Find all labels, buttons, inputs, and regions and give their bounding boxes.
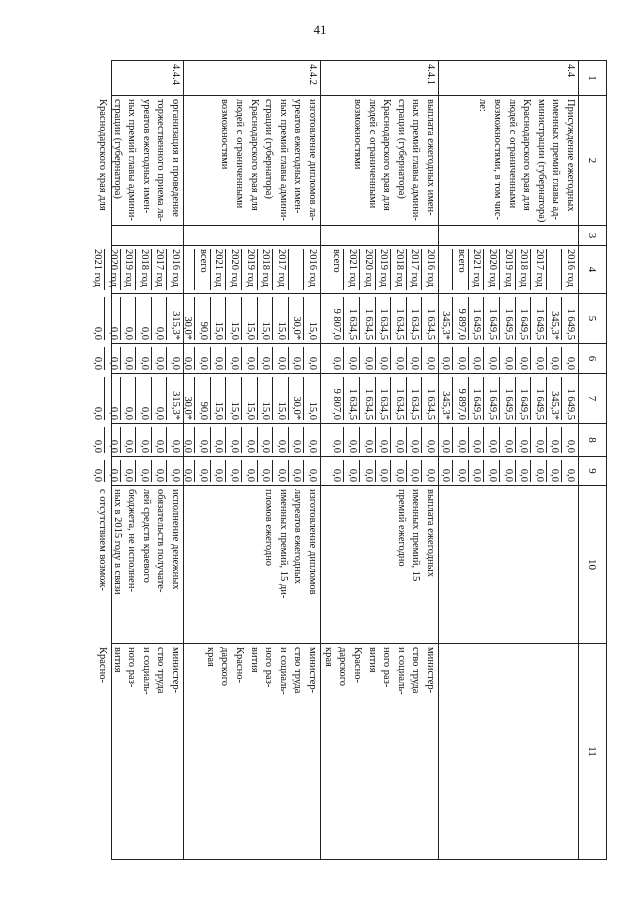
other-cell: 0,0 — [272, 460, 288, 482]
item-name: Присуждение ежегодных именных премий главы ад- министрации (губернатора) Краснодарского края для людей с ограниченными возможностями, в том чис- ле: — [438, 95, 578, 225]
year-cell: 2016 год — [561, 249, 577, 290]
col-c7 — [183, 373, 320, 423]
other-cell: 0,0 — [390, 460, 406, 482]
regional-cell: 345,3* — [546, 377, 562, 420]
header-cell-2: 2 — [578, 95, 606, 225]
responsible-body — [438, 643, 578, 860]
year-cell: 2020 год — [483, 249, 499, 290]
responsible-body: министер- ство труда и социаль- ного раз- вития Красно- дарского края — [183, 643, 320, 860]
other-cell: 0,0 — [120, 460, 136, 482]
federal-cell: 0,0 — [225, 347, 241, 370]
local-cell: 0,0 — [421, 427, 437, 453]
col-c8 — [183, 423, 320, 456]
page-number: 41 — [313, 22, 327, 37]
regional-cell: 1 634,5 — [406, 377, 422, 420]
total-cell: 1 634,5 — [359, 297, 375, 340]
federal-cell: 0,0 — [452, 347, 468, 370]
regional-cell: 0,0 — [151, 377, 167, 420]
other-cell: 0,0 — [483, 460, 499, 482]
local-cell: 0,0 — [257, 427, 273, 453]
regional-cell: 15,0 — [272, 377, 288, 420]
federal-cell: 0,0 — [182, 356, 194, 370]
other-cell: 0,0 — [288, 460, 304, 482]
year-cell: 2018 год — [135, 249, 151, 290]
regional-cell: 1 649,5 — [561, 377, 577, 420]
regional-cell: 15,0 — [241, 377, 257, 420]
total-cell: 1 634,5 — [406, 297, 422, 340]
regional-cell: 1 634,5 — [375, 377, 391, 420]
regional-cell: 1 634,5 — [421, 377, 437, 420]
local-cell: 0,0 — [452, 427, 468, 453]
federal-cell: 0,0 — [331, 356, 343, 370]
regional-cell: 0,0 — [104, 377, 120, 420]
header-cell-3: 3 — [578, 225, 606, 245]
local-cell: 0,0 — [92, 439, 104, 453]
other-cell: 0,0 — [440, 468, 452, 482]
regional-cell: 15,0 — [225, 377, 241, 420]
other-cell: 0,0 — [331, 468, 343, 482]
other-cell: 0,0 — [210, 460, 226, 482]
item-number: 4.4 — [438, 60, 578, 95]
regional-cell: 9 897,0 — [452, 377, 468, 420]
table-row — [92, 60, 184, 860]
total-cell: 0,0 — [120, 297, 136, 340]
item-name: выплата ежегодных имен- ных премий главы админи- страции (губернатора) Краснодарского края для людей с ограниченными возможностями — [320, 95, 438, 225]
regional-cell: 15,0 — [210, 377, 226, 420]
local-cell: 0,0 — [272, 427, 288, 453]
federal-cell: 0,0 — [135, 347, 151, 370]
total-cell: 15,0 — [241, 297, 257, 340]
expected-result: изготовление дипломов лауреатов ежегодных именных премий, 15 ди- пломов ежегодно — [183, 485, 320, 643]
local-cell: 0,0 — [104, 427, 120, 453]
year-cell: 2016 год — [303, 249, 319, 290]
item-name: изготовление дипломов ла- уреатов ежегодных имен- ных премий главы админи- страции (губернатора) Краснодарского края для людей с ограниченными возможностями — [183, 95, 320, 225]
total-cell: 1 649,5 — [499, 297, 515, 340]
year-cell: 2017 год — [530, 249, 546, 290]
total-cell: 0,0 — [135, 297, 151, 340]
total-cell: 345,3* — [440, 311, 452, 340]
table-header-row — [578, 60, 607, 860]
federal-cell: 0,0 — [375, 347, 391, 370]
regional-cell: 315,3* — [166, 377, 182, 420]
local-cell: 0,0 — [499, 427, 515, 453]
federal-cell: 0,0 — [390, 347, 406, 370]
header-cell-5: 5 — [578, 293, 606, 343]
federal-cell: 0,0 — [120, 347, 136, 370]
total-cell: 315,3* — [166, 297, 182, 340]
total-cell: 0,0 — [104, 297, 120, 340]
regional-cell: 1 649,5 — [483, 377, 499, 420]
col-c6 — [92, 343, 183, 373]
header-cell-4: 4 — [578, 245, 606, 293]
federal-cell: 0,0 — [343, 347, 359, 370]
col-c6 — [183, 343, 320, 373]
regional-cell: 15,0 — [303, 377, 319, 420]
local-cell: 0,0 — [561, 427, 577, 453]
year-cell: 2018 год — [515, 249, 531, 290]
total-cell: 30,0* — [288, 297, 304, 340]
other-cell: 0,0 — [151, 460, 167, 482]
year-cell — [288, 249, 304, 290]
col-c8 — [438, 423, 578, 456]
year-cell: 2020 год — [359, 249, 375, 290]
other-cell: 0,0 — [375, 460, 391, 482]
federal-cell: 0,0 — [303, 347, 319, 370]
local-cell: 0,0 — [288, 427, 304, 453]
federal-cell: 0,0 — [561, 347, 577, 370]
local-cell: 0,0 — [343, 427, 359, 453]
federal-cell: 0,0 — [92, 356, 104, 370]
total-cell: 9 807,0 — [331, 308, 343, 340]
rotated-table — [92, 60, 607, 860]
local-cell: 0,0 — [468, 427, 484, 453]
regional-cell: 0,0 — [120, 377, 136, 420]
other-cell: 0,0 — [359, 460, 375, 482]
federal-cell: 0,0 — [151, 347, 167, 370]
federal-cell: 0,0 — [166, 347, 182, 370]
year-cell: 2020 год — [225, 249, 241, 290]
regional-cell: 345,3* — [440, 391, 452, 420]
other-cell: 0,0 — [561, 460, 577, 482]
other-cell: 0,0 — [241, 460, 257, 482]
local-cell: 0,0 — [515, 427, 531, 453]
federal-cell: 0,0 — [468, 347, 484, 370]
year-cell: 2017 год — [272, 249, 288, 290]
other-cell: 0,0 — [499, 460, 515, 482]
year-cell: 2019 год — [120, 249, 136, 290]
year-cell: 2017 год — [406, 249, 422, 290]
col-c7 — [92, 373, 183, 423]
header-cell-8: 8 — [578, 423, 606, 456]
year-cell: 2019 год — [499, 249, 515, 290]
local-cell: 0,0 — [241, 427, 257, 453]
year-cell: 2021 год — [343, 249, 359, 290]
other-cell: 0,0 — [225, 460, 241, 482]
responsible-body: министер- ство труда и социаль- ного раз- вития Красно- дарского края — [320, 643, 438, 860]
local-cell: 0,0 — [331, 439, 343, 453]
other-cell: 0,0 — [166, 460, 182, 482]
regional-cell: 90,0 — [194, 377, 210, 420]
col-years — [183, 245, 320, 293]
col-c8 — [92, 423, 183, 456]
col-c8 — [320, 423, 438, 456]
regional-cell: 15,0 — [257, 377, 273, 420]
local-cell: 0,0 — [120, 427, 136, 453]
year-cell: 2021 год — [210, 249, 226, 290]
year-cell: 2018 год — [257, 249, 273, 290]
federal-cell: 0,0 — [210, 347, 226, 370]
total-cell: 1 634,5 — [343, 297, 359, 340]
local-cell: 0,0 — [303, 427, 319, 453]
other-cell: 0,0 — [135, 460, 151, 482]
federal-cell: 0,0 — [530, 347, 546, 370]
other-cell: 0,0 — [468, 460, 484, 482]
item-status — [111, 225, 183, 245]
total-cell: 15,0 — [272, 297, 288, 340]
year-cell: всего — [331, 249, 343, 273]
other-cell: 0,0 — [92, 468, 104, 482]
header-cell-10: 10 — [578, 485, 606, 643]
col-c7 — [438, 373, 578, 423]
item-status — [183, 225, 320, 245]
local-cell: 0,0 — [483, 427, 499, 453]
local-cell: 0,0 — [194, 427, 210, 453]
regional-cell: 1 649,5 — [530, 377, 546, 420]
total-cell: 1 634,5 — [375, 297, 391, 340]
other-cell: 0,0 — [182, 468, 194, 482]
item-number: 4.4.1 — [320, 60, 438, 95]
expected-result: исполнение денежных обязательств получате- лей средств краевого бюджета, не исполнен- ных в 2015 году в связи с отсутствием возмож- — [111, 485, 183, 643]
col-years — [92, 245, 183, 293]
table-row — [183, 60, 321, 860]
total-cell: 90,0 — [194, 297, 210, 340]
total-cell: 0,0 — [92, 326, 104, 340]
header-cell-7: 7 — [578, 373, 606, 423]
local-cell: 0,0 — [530, 427, 546, 453]
table-bottom-border — [111, 60, 112, 860]
other-cell: 0,0 — [406, 460, 422, 482]
year-cell: 2016 год — [166, 249, 182, 290]
expected-result — [438, 485, 578, 643]
local-cell: 0,0 — [182, 439, 194, 453]
local-cell: 0,0 — [225, 427, 241, 453]
federal-cell: 0,0 — [257, 347, 273, 370]
local-cell: 0,0 — [375, 427, 391, 453]
col-c7 — [320, 373, 438, 423]
total-cell: 15,0 — [210, 297, 226, 340]
federal-cell: 0,0 — [499, 347, 515, 370]
total-cell: 1 649,5 — [515, 297, 531, 340]
col-c6 — [438, 343, 578, 373]
local-cell: 0,0 — [151, 427, 167, 453]
total-cell: 15,0 — [257, 297, 273, 340]
total-cell: 345,3* — [546, 297, 562, 340]
col-c6 — [320, 343, 438, 373]
local-cell: 0,0 — [406, 427, 422, 453]
other-cell: 0,0 — [257, 460, 273, 482]
col-c9 — [92, 456, 183, 485]
other-cell: 0,0 — [515, 460, 531, 482]
year-cell: всего — [452, 249, 468, 290]
total-cell: 1 634,5 — [421, 297, 437, 340]
total-cell: 15,0 — [303, 297, 319, 340]
regional-cell: 30,0* — [182, 396, 194, 420]
regional-cell: 30,0* — [288, 377, 304, 420]
other-cell: 0,0 — [421, 460, 437, 482]
item-number: 4.4.4 — [111, 60, 183, 95]
year-cell: 2018 год — [390, 249, 406, 290]
federal-cell: 0,0 — [288, 347, 304, 370]
year-cell: 2021 год — [92, 249, 104, 287]
header-cell-1: 1 — [578, 60, 606, 95]
other-cell: 0,0 — [194, 460, 210, 482]
col-years — [438, 245, 578, 293]
item-name: организация и проведение торжественного приема ла- уреатов ежегодных имен- ных премий главы админи- страции (губернатора) Краснодарского края для — [111, 95, 183, 225]
total-cell: 30,0* — [182, 316, 194, 340]
regional-cell: 1 634,5 — [343, 377, 359, 420]
local-cell: 0,0 — [166, 427, 182, 453]
federal-cell: 0,0 — [440, 356, 452, 370]
other-cell: 0,0 — [530, 460, 546, 482]
regional-cell: 0,0 — [135, 377, 151, 420]
year-cell — [438, 249, 453, 290]
year-cell: 2021 год — [468, 249, 484, 290]
total-cell: 0,0 — [151, 297, 167, 340]
responsible-body: министер- ство труда и социаль- ного раз- вития Красно- — [111, 643, 183, 860]
year-cell: 2020 год — [104, 249, 120, 290]
federal-cell: 0,0 — [546, 347, 562, 370]
total-cell: 1 649,5 — [561, 297, 577, 340]
regional-cell: 0,0 — [92, 406, 104, 420]
header-cell-9: 9 — [578, 456, 606, 485]
other-cell: 0,0 — [104, 460, 120, 482]
table-row — [438, 60, 579, 860]
regional-cell: 1 634,5 — [359, 377, 375, 420]
header-cell-11: 11 — [578, 643, 606, 860]
other-cell: 0,0 — [546, 460, 562, 482]
federal-cell: 0,0 — [359, 347, 375, 370]
federal-cell: 0,0 — [272, 347, 288, 370]
col-c5 — [320, 293, 438, 343]
other-cell: 0,0 — [303, 460, 319, 482]
federal-cell: 0,0 — [483, 347, 499, 370]
regional-cell: 1 649,5 — [468, 377, 484, 420]
local-cell: 0,0 — [546, 427, 562, 453]
local-cell: 0,0 — [135, 427, 151, 453]
col-c5 — [438, 293, 578, 343]
year-cell: 2017 год — [151, 249, 167, 290]
local-cell: 0,0 — [390, 427, 406, 453]
federal-cell: 0,0 — [515, 347, 531, 370]
federal-cell: 0,0 — [104, 347, 120, 370]
total-cell: 1 649,5 — [530, 297, 546, 340]
col-c9 — [320, 456, 438, 485]
table-row — [320, 60, 439, 860]
year-cell — [546, 249, 562, 290]
federal-cell: 0,0 — [406, 347, 422, 370]
year-cell: всего — [194, 249, 210, 290]
regional-cell: 1 634,5 — [390, 377, 406, 420]
year-cell: 2016 год — [421, 249, 437, 290]
col-c9 — [183, 456, 320, 485]
federal-cell: 0,0 — [421, 347, 437, 370]
local-cell: 0,0 — [359, 427, 375, 453]
item-number: 4.4.2 — [183, 60, 320, 95]
year-cell: 2019 год — [375, 249, 391, 290]
total-cell: 9 897,0 — [452, 297, 468, 340]
item-status — [320, 225, 438, 245]
federal-cell: 0,0 — [241, 347, 257, 370]
total-cell: 1 649,5 — [483, 297, 499, 340]
local-cell: 0,0 — [440, 439, 452, 453]
other-cell: 0,0 — [343, 460, 359, 482]
total-cell: 1 634,5 — [390, 297, 406, 340]
header-cell-6: 6 — [578, 343, 606, 373]
year-cell: 2019 год — [241, 249, 257, 290]
total-cell: 1 649,5 — [468, 297, 484, 340]
other-cell: 0,0 — [452, 460, 468, 482]
col-years — [320, 245, 438, 293]
total-cell: 15,0 — [225, 297, 241, 340]
item-status — [438, 225, 578, 245]
col-c9 — [438, 456, 578, 485]
col-c5 — [92, 293, 183, 343]
federal-cell: 0,0 — [194, 347, 210, 370]
col-c5 — [183, 293, 320, 343]
local-cell: 0,0 — [210, 427, 226, 453]
regional-cell: 1 649,5 — [499, 377, 515, 420]
regional-cell: 9 807,0 — [331, 388, 343, 420]
expected-result: выплата ежегодных именных премий, 15 премий ежегодно — [320, 485, 438, 643]
regional-cell: 1 649,5 — [515, 377, 531, 420]
